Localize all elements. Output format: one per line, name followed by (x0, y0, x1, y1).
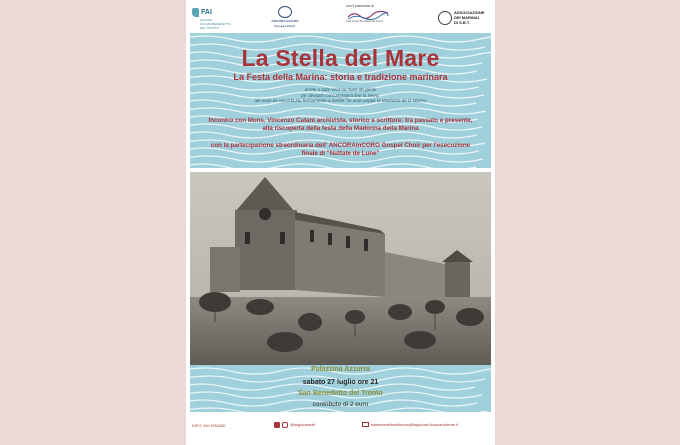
facebook-icon[interactable] (274, 422, 280, 428)
associazione-logo (438, 10, 484, 25)
event-poster (186, 0, 495, 445)
patrocinio-label: con il patrocinio di (346, 4, 375, 8)
event-city: San Benedetto del Tronto (298, 390, 383, 397)
email-contact (362, 422, 458, 427)
event-fee: contributo di 2 euro (312, 401, 369, 408)
social-links (274, 422, 315, 428)
associazione-logo-text: ASSOCIAZIONE DEI MARINAI DI S.B.T. (454, 10, 485, 25)
city-wave-icon (346, 10, 390, 20)
choir-emblem-icon (278, 6, 292, 18)
event-intro: Incontro con Mons. Vincenzo Catani archivista, storico e scrittore: tra passato e presente, alla riscoperta della festa della Madonna della Marina (208, 117, 473, 132)
instagram-icon[interactable] (282, 422, 288, 428)
guest-note: con la partecipazione straordinaria dell' ANCORAinCORO Gospel Choir per l'esecuzione finale di "Nuttate de Lune" (210, 142, 471, 157)
event-datetime: sabato 27 luglio ore 21 (302, 379, 379, 386)
ancoraincoro-logo-sub: Gospel Choir (274, 24, 296, 28)
social-handle: @faigiovanisbt (290, 423, 315, 427)
patrocinio-logo (346, 4, 396, 28)
poster-subtitle: La Festa della Marina: storia e tradizione marinara (233, 72, 448, 82)
church-photo (190, 172, 491, 365)
verse-line: arrete a tutte vent nu mare de gente (304, 87, 377, 92)
ancoraincoro-logo-text: ANCORAinCORO (271, 19, 299, 23)
poster-footer (186, 418, 495, 434)
verse-line: ate cose da recorda piu fermamente a mente: so univi peppe la Madonna de la Marina (254, 98, 427, 103)
poster-title: La Stella del Mare (241, 45, 440, 71)
fai-logo-subtitle: GIOVANI FAI SAN BENEDETTO DEL TRONTO (200, 18, 231, 30)
info-phone: INFO: 340 6764280 (192, 424, 226, 428)
verse-line: pe' devuziò t'accumpagna fine la Serra, (301, 92, 380, 98)
logo-strip (186, 0, 495, 32)
fai-logo (192, 8, 231, 30)
event-venue: Palazzina Azzurra (311, 366, 370, 373)
church-photo-image (190, 172, 491, 365)
patrocinio-sub: Città di San Benedetto del Tronto (346, 20, 383, 23)
mail-icon (362, 422, 369, 427)
fai-logo-text: FAI (201, 9, 212, 16)
fai-mark-icon (192, 8, 199, 17)
verse-block (226, 87, 455, 104)
ancoraincoro-logo (270, 6, 300, 28)
email-address[interactable]: sanbenedettodeltronto@faigiovani.fondoambiente.it (371, 422, 458, 427)
anchor-emblem-icon (438, 11, 452, 25)
